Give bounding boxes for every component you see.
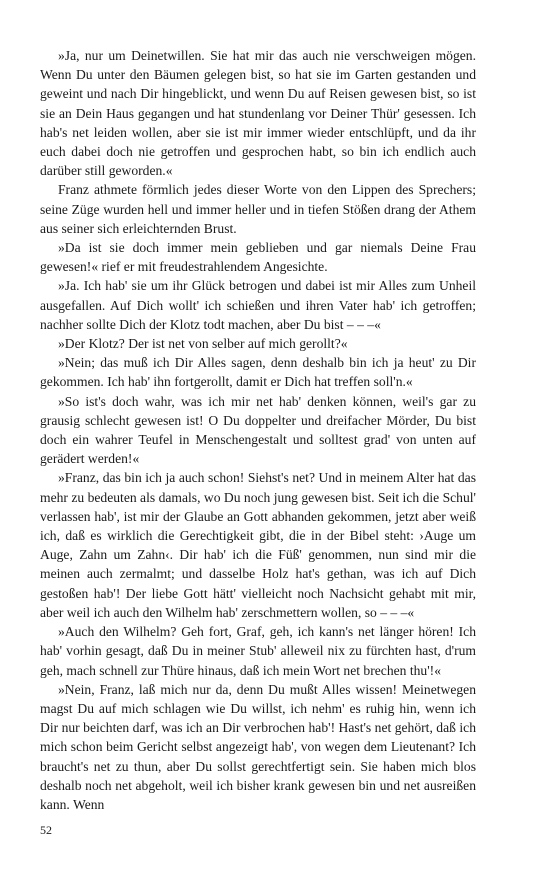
paragraph-10: »Nein, Franz, laß mich nur da, denn Du mußt Alles wissen! Meinetwegen magst Du auf mich schlagen wie Du willst, ich nehm' es ruhig hin, wenn ich Dir nur beichten darf, was ich an Dir verbrochen hab'! Hast's net gehört, daß ich mich schon beim Gericht selbst angezeigt hab', von wegen dem Lieutenant? Ich braucht's net zu thun, aber Du sollst gerechtfertigt sein. Sie haben mich blos deshalb noch net abgeholt, weil ich bisher krank gewesen bin und net ausreißen kann. Wenn — [40, 681, 476, 812]
paragraph-6: »Nein; das muß ich Dir Alles sagen, denn deshalb bin ich ja heut' zu Dir gekommen. Ich hab' ihn fortgerollt, damit er Dich hat treffen soll'n.« — [40, 355, 476, 390]
page-body — [40, 46, 476, 814]
paragraph-8: »Franz, das bin ich ja auch schon! Siehst's net? Und in meinem Alter hat das mehr zu bedeuten als damals, wo Du noch jung gewesen bist. Seit ich die Schul' verlassen hab', ist mir der Glaube an Gott abhanden gekommen, jetzt aber weiß ich, daß es wirklich die Gerechtigkeit gibt, die in der Bibel steht: ›Auge um Auge, Zahn um Zahn‹. Dir hab' ich die Füß' genommen, nun sind mir die meinen auch zermalmt; und dasselbe Holz hat's gethan, was ich auf Dich gestoßen hab'! Der liebe Gott hätt' vielleicht noch Nachsicht gehabt mit mir, aber weil ich auch den Wilhelm hab' zerschmettern wollen, so – – –« — [40, 470, 476, 620]
page-number: 52 — [40, 823, 52, 837]
paragraph-7: »So ist's doch wahr, was ich mir net hab' denken können, weil's gar zu grausig schlecht gewesen ist! O Du doppelter und dreifacher Mörder, Du bist doch ein wahrer Teufel in Menschengestalt und solltest grad' von unten auf gerädert werden!« — [40, 393, 476, 467]
paragraph-9: »Auch den Wilhelm? Geh fort, Graf, geh, ich kann's net länger hören! Ich hab' vorhin gesagt, daß Du in meiner Stub' alleweil nix zu fürchten hast, d'rum geh, mach schnell zur Thüre hinaus, daß ich mein Wort net brechen thu'!« — [40, 624, 476, 678]
paragraph-1: »Ja, nur um Deinetwillen. Sie hat mir das auch nie verschweigen mögen. Wenn Du unter den Bäumen gelegen bist, so hat sie im Garten gestanden und geweint und nach Dir hingeblickt, und wenn Du auf Reisen gewesen bist, so ist sie an Dein Haus gegangen und hat stundenlang vor Deiner Thür' gesessen. Ich hab's net leiden wollen, aber sie ist mir immer wieder entschlüpft, und da ihr euch dabei doch nie getroffen und gesprochen habt, so bin ich endlich auch darüber still geworden.« — [40, 48, 476, 179]
paragraph-2: Franz athmete förmlich jedes dieser Worte von den Lippen des Sprechers; seine Züge wurden hell und immer heller und in tiefen Stößen drang der Athem aus seiner sich erleichternden Brust. — [40, 182, 476, 236]
paragraph-4: »Ja. Ich hab' sie um ihr Glück betrogen und dabei ist mir Alles zum Unheil ausgefallen. Auf Dich wollt' ich schießen und ihren Vater hab' ich getroffen; nachher sollte Dich der Klotz todt machen, aber Du bist – – –« — [40, 278, 476, 332]
paragraph-5: »Der Klotz? Der ist net von selber auf mich gerollt?« — [58, 336, 348, 352]
paragraph-3: »Da ist sie doch immer mein geblieben und gar niemals Deine Frau gewesen!« rief er mit freudestrahlendem Angesichte. — [40, 240, 476, 275]
